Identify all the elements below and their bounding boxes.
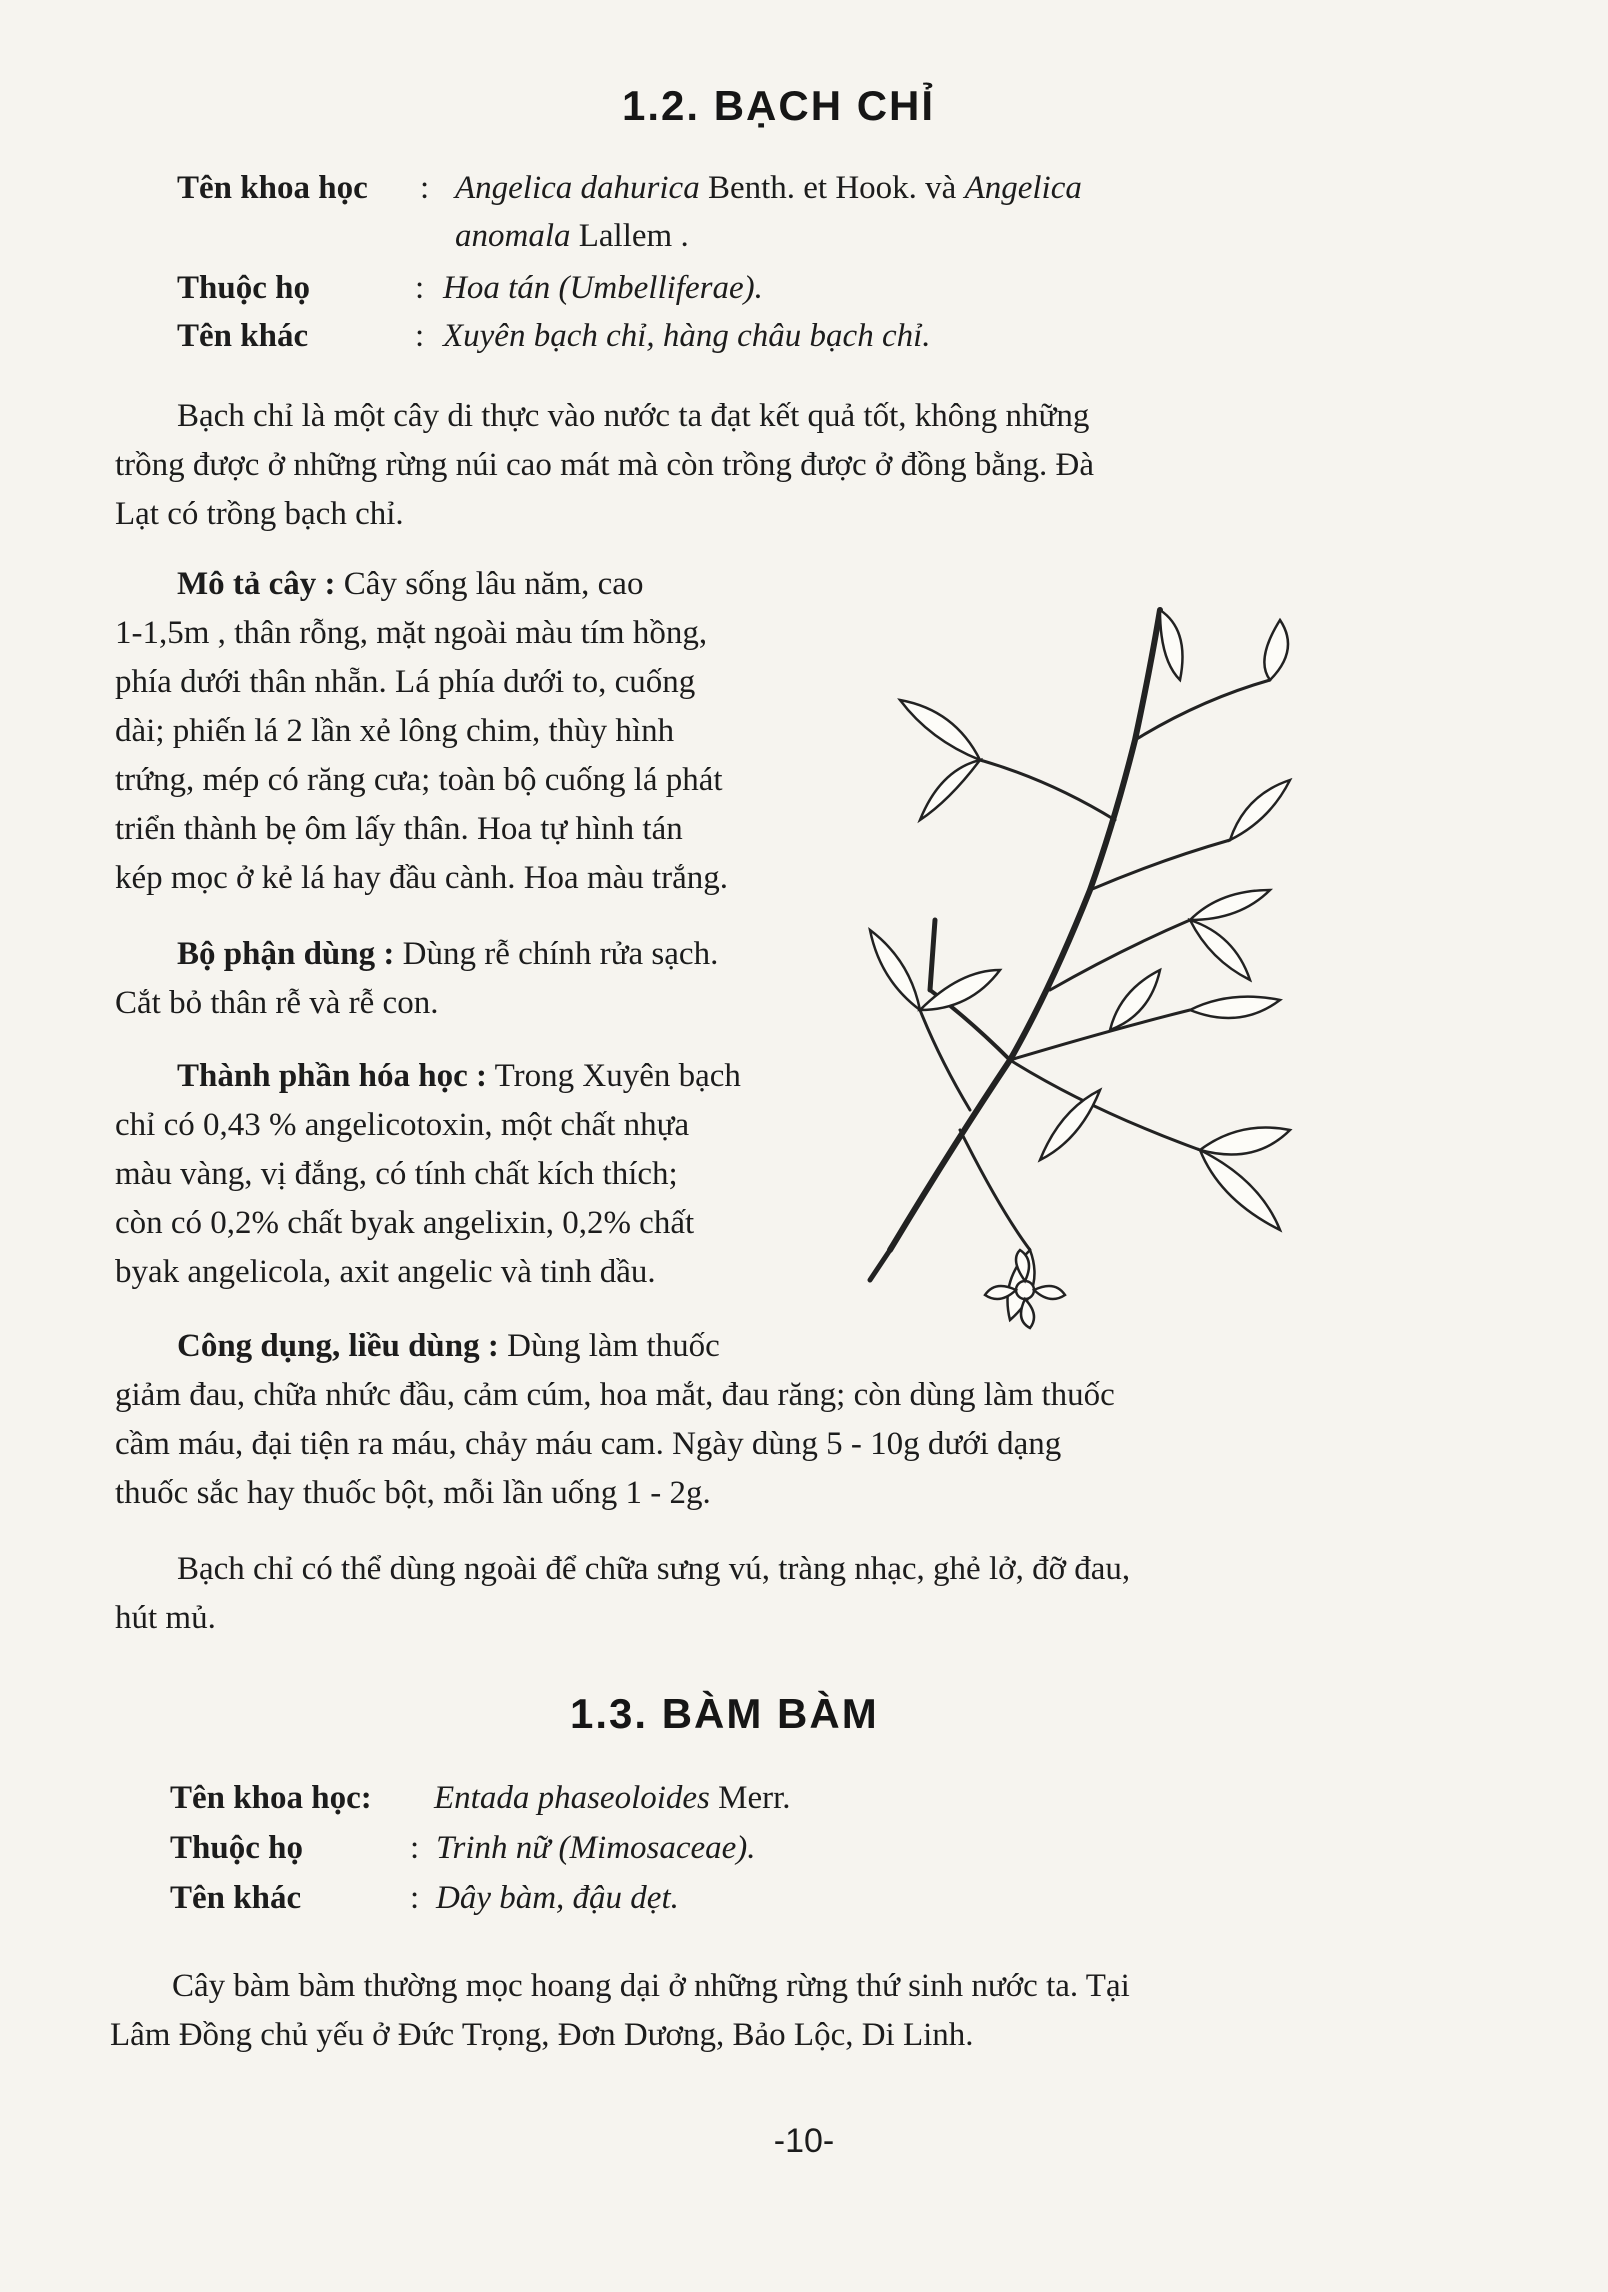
other-names-value: Dây bàm, đậu dẹt. [436, 1880, 679, 1916]
scientific-name-value: Entada phaseoloides Merr. [434, 1780, 791, 1816]
text-line: Cắt bỏ thân rễ và rễ con. [115, 985, 439, 1021]
text-line: còn có 0,2% chất byak angelixin, 0,2% chất [115, 1205, 695, 1241]
text-line: Dùng làm thuốc [507, 1328, 720, 1364]
text-line: Lạt có trồng bạch chỉ. [115, 496, 404, 532]
text-line: chỉ có 0,43 % angelicotoxin, một chất nhựa [115, 1107, 690, 1143]
text-line: Trong Xuyên bạch [494, 1058, 741, 1094]
other-names-label: Tên khác [170, 1880, 302, 1916]
bam-bam-intro-paragraph [110, 1962, 1400, 2060]
colon: : [410, 1880, 420, 1916]
text-line: trứng, mép có răng cưa; toàn bộ cuống lá phát [115, 762, 723, 798]
chemical-composition-paragraph [115, 1052, 875, 1297]
text-line: 1-1,5m , thân rỗng, mặt ngoài màu tím hồng, [115, 615, 708, 651]
text-line: trồng được ở những rừng núi cao mát mà còn trồng được ở đồng bằng. Đà [115, 447, 1094, 483]
text-line: Lâm Đồng chủ yếu ở Đức Trọng, Đơn Dương, Bảo Lộc, Di Linh. [110, 2017, 974, 2053]
family-value: Trinh nữ (Mimosaceae). [436, 1830, 756, 1866]
text-line: thuốc sắc hay thuốc bột, mỗi lần uống 1 - 2g. [115, 1475, 711, 1511]
scientific-name-value: Angelica dahurica Benth. et Hook. và Angelica [455, 170, 1082, 206]
text-line: Dùng rễ chính rửa sạch. [402, 936, 719, 972]
text-line: phía dưới thân nhẵn. Lá phía dưới to, cuống [115, 664, 696, 700]
family-row [177, 270, 1327, 314]
parts-used-paragraph [115, 930, 875, 1028]
angelica-plant-illustration [860, 590, 1310, 1340]
text-line: Cây bàm bàm thường mọc hoang dại ở những rừng thứ sinh nước ta. Tại [172, 1968, 1130, 2004]
family-label: Thuộc họ [177, 270, 310, 306]
chemical-composition-label: Thành phần hóa học : [177, 1058, 487, 1094]
family-row [170, 1830, 1320, 1874]
colon: : [415, 270, 425, 306]
parts-used-label: Bộ phận dùng : [177, 936, 395, 972]
other-names-label: Tên khác [177, 318, 309, 354]
text-line: màu vàng, vị đắng, có tính chất kích thích; [115, 1156, 678, 1192]
family-label: Thuộc họ [170, 1830, 303, 1866]
section-heading-bach-chi: 1.2. BẠCH CHỈ [622, 82, 936, 129]
bleed-through-heading [290, 68, 307, 113]
text-line: cầm máu, đại tiện ra máu, chảy máu cam. Ngày dùng 5 - 10g dưới dạng [115, 1426, 1062, 1462]
scientific-name-label: Tên khoa học [177, 170, 368, 206]
family-value: Hoa tán (Umbelliferae). [443, 270, 763, 306]
colon: : [410, 1830, 420, 1866]
text-line: giảm đau, chữa nhức đầu, cảm cúm, hoa mắt, đau răng; còn dùng làm thuốc [115, 1377, 1115, 1413]
scientific-name-row [170, 1780, 1320, 1824]
other-names-value: Xuyên bạch chỉ, hàng châu bạch chỉ. [443, 318, 931, 354]
external-use-paragraph [115, 1545, 1405, 1643]
text-line: Cây sống lâu năm, cao [343, 566, 644, 602]
intro-paragraph [115, 392, 1395, 539]
uses-dosage-label: Công dụng, liều dùng : [177, 1328, 499, 1364]
scientific-name-row [177, 170, 1327, 260]
text-line: hút mủ. [115, 1600, 216, 1636]
text-line: dài; phiến lá 2 lần xẻ lông chim, thùy hình [115, 713, 675, 749]
section-heading-bam-bam: 1.3. BÀM BÀM [570, 1690, 879, 1737]
page-number: -10- [773, 2122, 835, 2160]
scientific-name-label: Tên khoa học: [170, 1780, 372, 1816]
text-line: byak angelicola, axit angelic và tinh dầu. [115, 1254, 656, 1290]
uses-dosage-paragraph [115, 1322, 1405, 1518]
description-label: Mô tả cây : [177, 566, 336, 602]
colon: : [415, 318, 425, 354]
other-names-row [170, 1880, 1320, 1924]
scientific-name-value-cont: anomala Lallem . [455, 218, 689, 254]
text-line: Bạch chỉ có thể dùng ngoài để chữa sưng vú, tràng nhạc, ghẻ lở, đỡ đau, [177, 1551, 1131, 1587]
colon: : [420, 170, 430, 206]
description-paragraph [115, 560, 875, 903]
text-line: kép mọc ở kẻ lá hay đầu cành. Hoa màu trắng. [115, 860, 729, 896]
text-line: Bạch chỉ là một cây di thực vào nước ta đạt kết quả tốt, không những [177, 398, 1090, 434]
text-line: triển thành bẹ ôm lấy thân. Hoa tự hình tán [115, 811, 683, 847]
other-names-row [177, 318, 1327, 362]
